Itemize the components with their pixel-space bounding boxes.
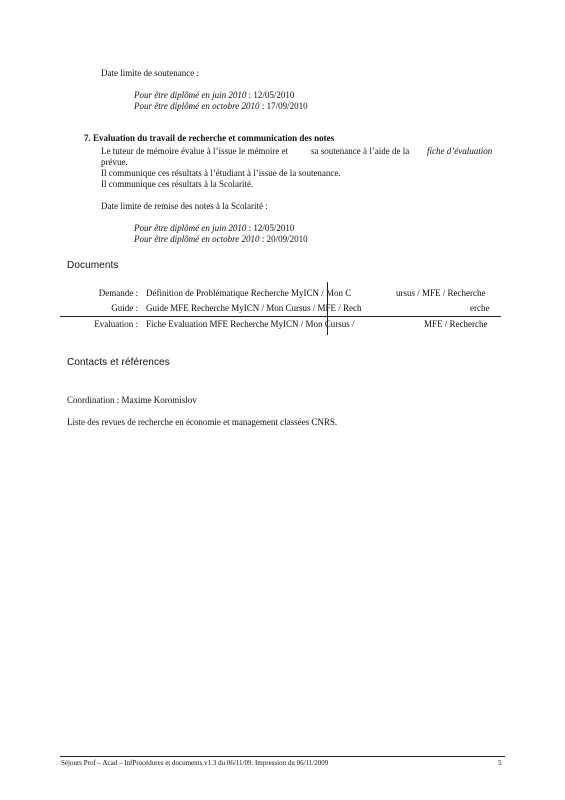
section7-para3: Il communique ces résultats à la Scolarité. [101,179,254,189]
footer-divider [60,756,505,757]
documents-divider [60,316,501,317]
documents-row-evaluation-label: Evaluation : [94,319,138,329]
soutenance-line-juin [134,90,294,101]
soutenance-label: Date limite de soutenance : [101,68,199,78]
soutenance-juin-date: : 12/05/2010 [246,90,295,100]
documents-column-marker [327,282,328,335]
footer-text: Séjours Prof – Acad – InfProcédures et documents.v1.3 du 06/11/09. Impression du 06/11/2009 [61,759,329,767]
soutenance-juin-prefix: Pour être diplômé en juin 2010 [134,90,247,100]
notes-juin-prefix: Pour être diplômé en juin 2010 [134,223,247,233]
documents-row-guide-left[interactable]: Guide MFE Recherche MyICN / Mon Cursus / MFE / Rech [146,303,362,313]
soutenance-octobre-prefix: Pour être diplômé en octobre 2010 [134,101,260,111]
section7-para2: Il communique ces résultats à l’étudiant à l’issue de la soutenance. [101,168,341,178]
contacts-coordination: Coordination : Maxime Koromislov [67,395,197,405]
section7-para1-d: prévue. [101,157,128,167]
soutenance-line-octobre [134,101,308,112]
documents-row-evaluation-right[interactable]: MFE / Recherche [424,319,488,329]
documents-heading: Documents [67,260,119,271]
soutenance-octobre-date: : 17/09/2010 [259,101,308,111]
notes-line-octobre [134,234,308,245]
notes-octobre-prefix: Pour être diplômé en octobre 2010 [134,234,260,244]
section7-para1-b: sa soutenance à l’aide de la [311,146,410,156]
documents-row-demande-right[interactable]: ursus / MFE / Recherche [396,288,486,298]
documents-row-demande-label: Demande : [98,288,138,298]
documents-row-guide-label: Guide : [111,303,138,313]
documents-row-demande-left[interactable]: Définition de Problématique Recherche MyICN / Mon C [146,288,352,298]
documents-row-evaluation-left[interactable]: Fiche Evaluation MFE Recherche MyICN / Mon Cursus / [146,319,355,329]
section7-para1-a: Le tuteur de mémoire évalue à l’issue le mémoire et [101,146,289,156]
section7-title: 7. Evaluation du travail de recherche et communication des notes [84,133,335,143]
documents-row-guide-right[interactable]: erche [470,303,490,313]
notes-label: Date limite de remise des notes à la Scolarité : [101,201,268,211]
notes-octobre-date: : 20/09/2010 [259,234,308,244]
contacts-revues-link[interactable]: Liste des revues de recherche en économie et management classées CNRS. [67,417,338,427]
page-number: 5 [498,759,502,767]
notes-juin-date: : 12/05/2010 [246,223,295,233]
notes-line-juin [134,223,294,234]
section7-fiche-evaluation: fiche d’évaluation [427,146,493,156]
contacts-heading: Contacts et références [67,357,170,368]
